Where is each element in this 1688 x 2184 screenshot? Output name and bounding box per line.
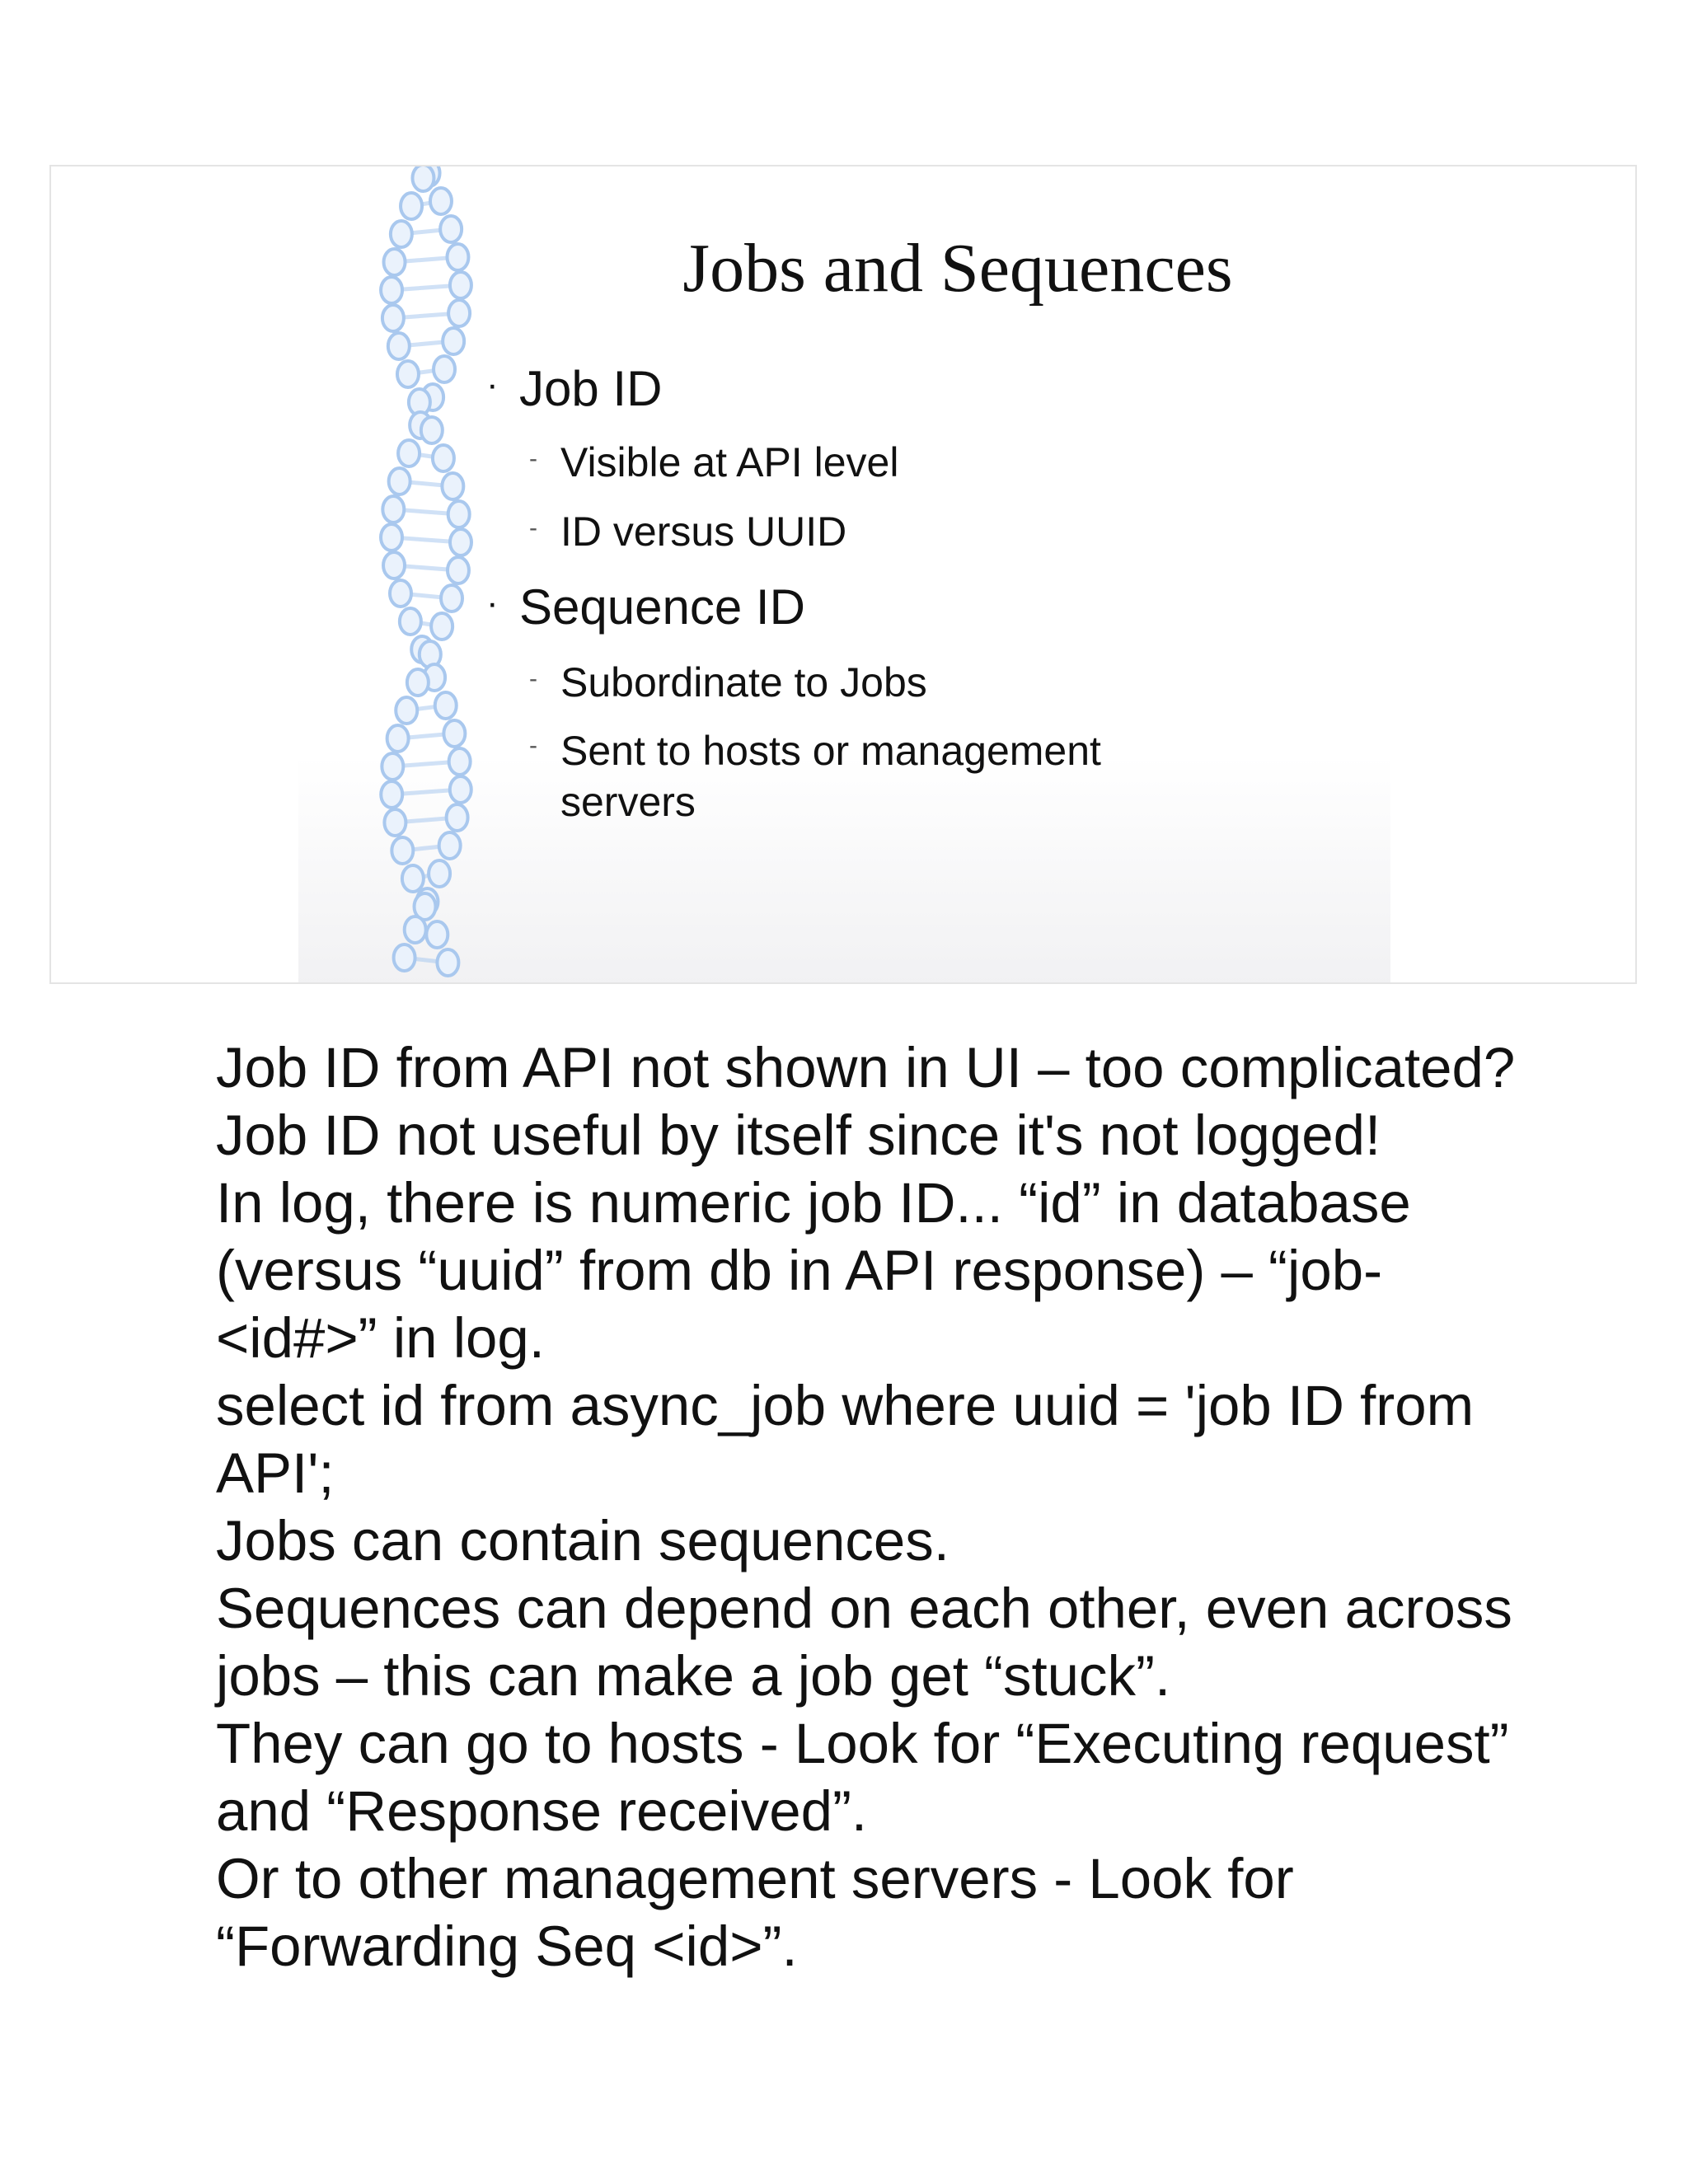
helix-bead: [381, 277, 402, 303]
helix-bead: [381, 781, 402, 808]
note-line: Job ID not useful by itself since it's not logged!: [216, 1104, 1381, 1167]
helix-bead: [384, 249, 406, 275]
helix-bead: [450, 272, 471, 298]
helix-bead: [421, 417, 443, 443]
slide-title: Jobs and Sequences: [682, 230, 1233, 307]
helix-bead: [382, 305, 404, 331]
helix-bead: [443, 328, 464, 354]
helix-bead: [434, 356, 455, 382]
helix-bead: [447, 244, 468, 270]
sub-bullet-marker: -: [529, 514, 537, 541]
helix-bead: [400, 608, 421, 635]
helix-bead: [450, 529, 471, 555]
helix-bead: [440, 216, 462, 242]
helix-bead: [407, 669, 429, 696]
bullet-job-id: [486, 360, 663, 417]
helix-bead: [389, 468, 410, 494]
sub-bullet-id-versus-uuid: [529, 508, 847, 555]
helix-bead: [405, 916, 426, 943]
helix-bead: [412, 166, 434, 191]
helix-bead: [447, 804, 468, 831]
helix-bead: [381, 524, 402, 551]
sub-bullet-label: Subordinate to Jobs: [560, 659, 927, 705]
sub-bullet-marker: -: [529, 445, 537, 472]
dna-helix-icon: [356, 166, 496, 984]
sub-bullet-marker: -: [529, 732, 537, 759]
helix-bead: [382, 753, 403, 780]
helix-bead: [388, 333, 410, 359]
sub-bullet-label: Visible at API level: [560, 439, 899, 485]
sub-bullet-visible-at-api: [529, 438, 899, 486]
note-line: Or to other management servers - Look for “Forwarding Seq <id>”.: [216, 1847, 1294, 1978]
note-line: In log, there is numeric job ID... “id” in database (versus “uuid” from db in API response) – “job-<id#>” in log.: [216, 1171, 1411, 1370]
slide-thumbnail: [49, 165, 1637, 984]
bullet-sequence-id: [486, 579, 805, 635]
helix-bead: [387, 725, 409, 752]
helix-bead: [441, 585, 462, 612]
speaker-notes: [216, 1034, 1535, 1980]
helix-bead: [448, 557, 469, 583]
helix-bead: [433, 445, 454, 471]
helix-bead: [429, 860, 450, 887]
helix-bead: [448, 501, 470, 527]
helix-bead: [443, 720, 465, 747]
helix-bead: [430, 188, 452, 214]
helix-bead: [398, 440, 420, 466]
helix-bead: [439, 832, 461, 859]
helix-bead: [397, 361, 419, 387]
helix-bead: [383, 552, 405, 579]
bullet-label: Job ID: [519, 361, 663, 416]
bullet-marker: ·: [486, 583, 499, 623]
note-line: Jobs can contain sequences.: [216, 1509, 950, 1572]
helix-bead: [435, 692, 457, 719]
sub-bullet-subordinate-to-jobs: [529, 658, 927, 706]
helix-bead: [442, 473, 463, 499]
helix-bead: [394, 944, 415, 971]
note-line: Sequences can depend on each other, even across jobs – this can make a job get “stuck”.: [216, 1577, 1512, 1708]
helix-bead: [402, 865, 424, 892]
helix-bead: [382, 496, 404, 523]
helix-bead: [450, 776, 471, 803]
note-line: select id from async_job where uuid = 'job ID from API';: [216, 1374, 1475, 1505]
note-line: They can go to hosts - Look for “Executing request” and “Response received”.: [216, 1712, 1509, 1843]
helix-bead: [449, 748, 471, 775]
helix-bead: [426, 921, 448, 948]
helix-bead: [448, 300, 470, 326]
helix-bead: [437, 949, 458, 976]
helix-bead: [391, 221, 412, 247]
bullet-label: Sequence ID: [519, 579, 805, 635]
bullet-marker: ·: [486, 364, 499, 405]
sub-bullet-label: Sent to hosts or management servers: [560, 728, 1101, 825]
helix-bead: [390, 580, 411, 607]
helix-bead: [396, 697, 417, 724]
helix-bead: [431, 613, 452, 640]
helix-bead: [392, 837, 413, 864]
sub-bullet-marker: -: [529, 665, 537, 692]
helix-bead: [401, 193, 422, 219]
sub-bullet-sent-to-hosts: [529, 725, 1220, 827]
helix-bead: [384, 809, 406, 836]
sub-bullet-label: ID versus UUID: [560, 509, 847, 555]
note-line: Job ID from API not shown in UI – too complicated?: [216, 1036, 1516, 1099]
